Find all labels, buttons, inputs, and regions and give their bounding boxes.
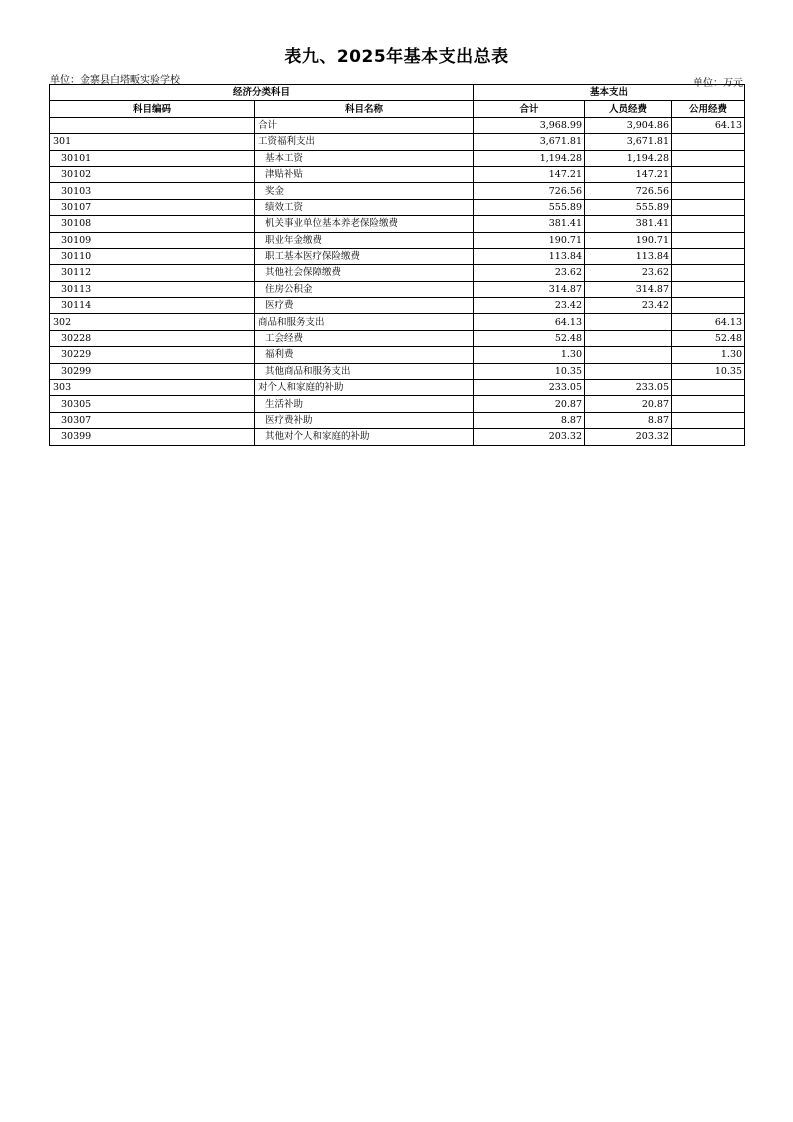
cell-personnel-expense	[585, 330, 672, 346]
table-row	[50, 265, 745, 281]
cell-subject-code: 30307	[50, 412, 255, 428]
cell-total: 190.71	[474, 232, 585, 248]
cell-subject-name: 奖金	[255, 183, 474, 199]
cell-subject-name: 对个人和家庭的补助	[255, 380, 474, 396]
cell-public-expense	[672, 396, 745, 412]
header-subject-name: 科目名称	[255, 101, 474, 117]
header-personnel-expense: 人员经费	[585, 101, 672, 117]
cell-personnel-expense: 1,194.28	[585, 150, 672, 166]
cell-total: 1,194.28	[474, 150, 585, 166]
table-row	[50, 183, 745, 199]
cell-personnel-expense: 3,671.81	[585, 134, 672, 150]
table-body	[50, 117, 745, 445]
cell-total: 20.87	[474, 396, 585, 412]
cell-public-expense: 64.13	[672, 117, 745, 133]
cell-total: 726.56	[474, 183, 585, 199]
cell-total: 23.42	[474, 298, 585, 314]
cell-total: 52.48	[474, 330, 585, 346]
table-row	[50, 330, 745, 346]
cell-total: 8.87	[474, 412, 585, 428]
cell-subject-name: 津贴补贴	[255, 166, 474, 182]
cell-public-expense	[672, 232, 745, 248]
table-row	[50, 166, 745, 182]
cell-subject-name: 基本工资	[255, 150, 474, 166]
cell-personnel-expense: 203.32	[585, 429, 672, 445]
cell-personnel-expense: 8.87	[585, 412, 672, 428]
cell-personnel-expense: 23.62	[585, 265, 672, 281]
cell-subject-name: 机关事业单位基本养老保险缴费	[255, 216, 474, 232]
cell-personnel-expense: 726.56	[585, 183, 672, 199]
cell-subject-code: 30101	[50, 150, 255, 166]
cell-total: 23.62	[474, 265, 585, 281]
unit-currency: 单位：万元	[693, 78, 743, 89]
cell-public-expense	[672, 298, 745, 314]
cell-personnel-expense: 147.21	[585, 166, 672, 182]
cell-subject-code	[50, 117, 255, 133]
cell-subject-code: 30399	[50, 429, 255, 445]
cell-subject-name: 医疗费补助	[255, 412, 474, 428]
table-row	[50, 117, 745, 133]
page-title: 表九、2025年基本支出总表	[284, 47, 509, 67]
group-header-row	[50, 85, 745, 101]
cell-personnel-expense: 190.71	[585, 232, 672, 248]
unit-organization: 单位：金寨县白塔畈实验学校	[50, 75, 180, 86]
cell-total: 555.89	[474, 199, 585, 215]
column-header-row	[50, 101, 745, 117]
cell-personnel-expense: 113.84	[585, 248, 672, 264]
table-row	[50, 281, 745, 297]
cell-subject-code: 30109	[50, 232, 255, 248]
cell-total: 3,671.81	[474, 134, 585, 150]
cell-total: 147.21	[474, 166, 585, 182]
cell-personnel-expense: 23.42	[585, 298, 672, 314]
cell-subject-code: 302	[50, 314, 255, 330]
cell-subject-name: 其他商品和服务支出	[255, 363, 474, 379]
header-economic-classification: 经济分类科目	[50, 85, 474, 101]
cell-subject-code: 30108	[50, 216, 255, 232]
cell-subject-code: 30299	[50, 363, 255, 379]
table-row	[50, 396, 745, 412]
cell-total: 10.35	[474, 363, 585, 379]
cell-personnel-expense	[585, 363, 672, 379]
table-row	[50, 412, 745, 428]
cell-personnel-expense	[585, 314, 672, 330]
cell-public-expense	[672, 265, 745, 281]
cell-public-expense	[672, 134, 745, 150]
cell-subject-name: 绩效工资	[255, 199, 474, 215]
table-row	[50, 134, 745, 150]
cell-total: 113.84	[474, 248, 585, 264]
table-row	[50, 150, 745, 166]
cell-personnel-expense: 314.87	[585, 281, 672, 297]
cell-total: 233.05	[474, 380, 585, 396]
cell-subject-name: 福利费	[255, 347, 474, 363]
table-row	[50, 216, 745, 232]
cell-subject-name: 医疗费	[255, 298, 474, 314]
cell-public-expense	[672, 216, 745, 232]
header-total: 合计	[474, 101, 585, 117]
cell-personnel-expense	[585, 347, 672, 363]
cell-subject-name: 职工基本医疗保险缴费	[255, 248, 474, 264]
cell-total: 381.41	[474, 216, 585, 232]
cell-total: 1.30	[474, 347, 585, 363]
table-row	[50, 314, 745, 330]
table-row	[50, 429, 745, 445]
cell-subject-name: 住房公积金	[255, 281, 474, 297]
cell-subject-name: 商品和服务支出	[255, 314, 474, 330]
table-row	[50, 298, 745, 314]
cell-public-expense	[672, 248, 745, 264]
cell-subject-code: 30112	[50, 265, 255, 281]
cell-subject-name: 生活补助	[255, 396, 474, 412]
cell-subject-code: 30229	[50, 347, 255, 363]
cell-total: 314.87	[474, 281, 585, 297]
cell-subject-code: 30305	[50, 396, 255, 412]
table-row	[50, 232, 745, 248]
cell-subject-name: 合计	[255, 117, 474, 133]
cell-public-expense	[672, 380, 745, 396]
cell-subject-code: 301	[50, 134, 255, 150]
header-basic-expenditure: 基本支出	[474, 85, 745, 101]
cell-personnel-expense: 20.87	[585, 396, 672, 412]
table-row	[50, 380, 745, 396]
cell-public-expense: 52.48	[672, 330, 745, 346]
cell-subject-name: 工资福利支出	[255, 134, 474, 150]
cell-personnel-expense: 555.89	[585, 199, 672, 215]
cell-subject-code: 30114	[50, 298, 255, 314]
cell-public-expense: 1.30	[672, 347, 745, 363]
cell-total: 203.32	[474, 429, 585, 445]
cell-subject-name: 其他对个人和家庭的补助	[255, 429, 474, 445]
cell-total: 3,968.99	[474, 117, 585, 133]
cell-total: 64.13	[474, 314, 585, 330]
cell-personnel-expense: 233.05	[585, 380, 672, 396]
cell-subject-name: 其他社会保障缴费	[255, 265, 474, 281]
cell-public-expense	[672, 412, 745, 428]
basic-expenditure-table	[49, 84, 745, 446]
cell-subject-code: 303	[50, 380, 255, 396]
header-public-expense: 公用经费	[672, 101, 745, 117]
cell-public-expense	[672, 183, 745, 199]
cell-public-expense	[672, 150, 745, 166]
cell-subject-code: 30228	[50, 330, 255, 346]
table-row	[50, 199, 745, 215]
cell-public-expense	[672, 199, 745, 215]
cell-public-expense	[672, 429, 745, 445]
table-row	[50, 248, 745, 264]
table-row	[50, 347, 745, 363]
table-row	[50, 363, 745, 379]
cell-subject-code: 30102	[50, 166, 255, 182]
cell-personnel-expense: 3,904.86	[585, 117, 672, 133]
cell-subject-name: 工会经费	[255, 330, 474, 346]
cell-subject-code: 30107	[50, 199, 255, 215]
cell-subject-code: 30110	[50, 248, 255, 264]
cell-subject-code: 30113	[50, 281, 255, 297]
cell-personnel-expense: 381.41	[585, 216, 672, 232]
cell-public-expense	[672, 166, 745, 182]
cell-subject-code: 30103	[50, 183, 255, 199]
cell-subject-name: 职业年金缴费	[255, 232, 474, 248]
header-subject-code: 科目编码	[50, 101, 255, 117]
cell-public-expense	[672, 281, 745, 297]
cell-public-expense: 64.13	[672, 314, 745, 330]
cell-public-expense: 10.35	[672, 363, 745, 379]
